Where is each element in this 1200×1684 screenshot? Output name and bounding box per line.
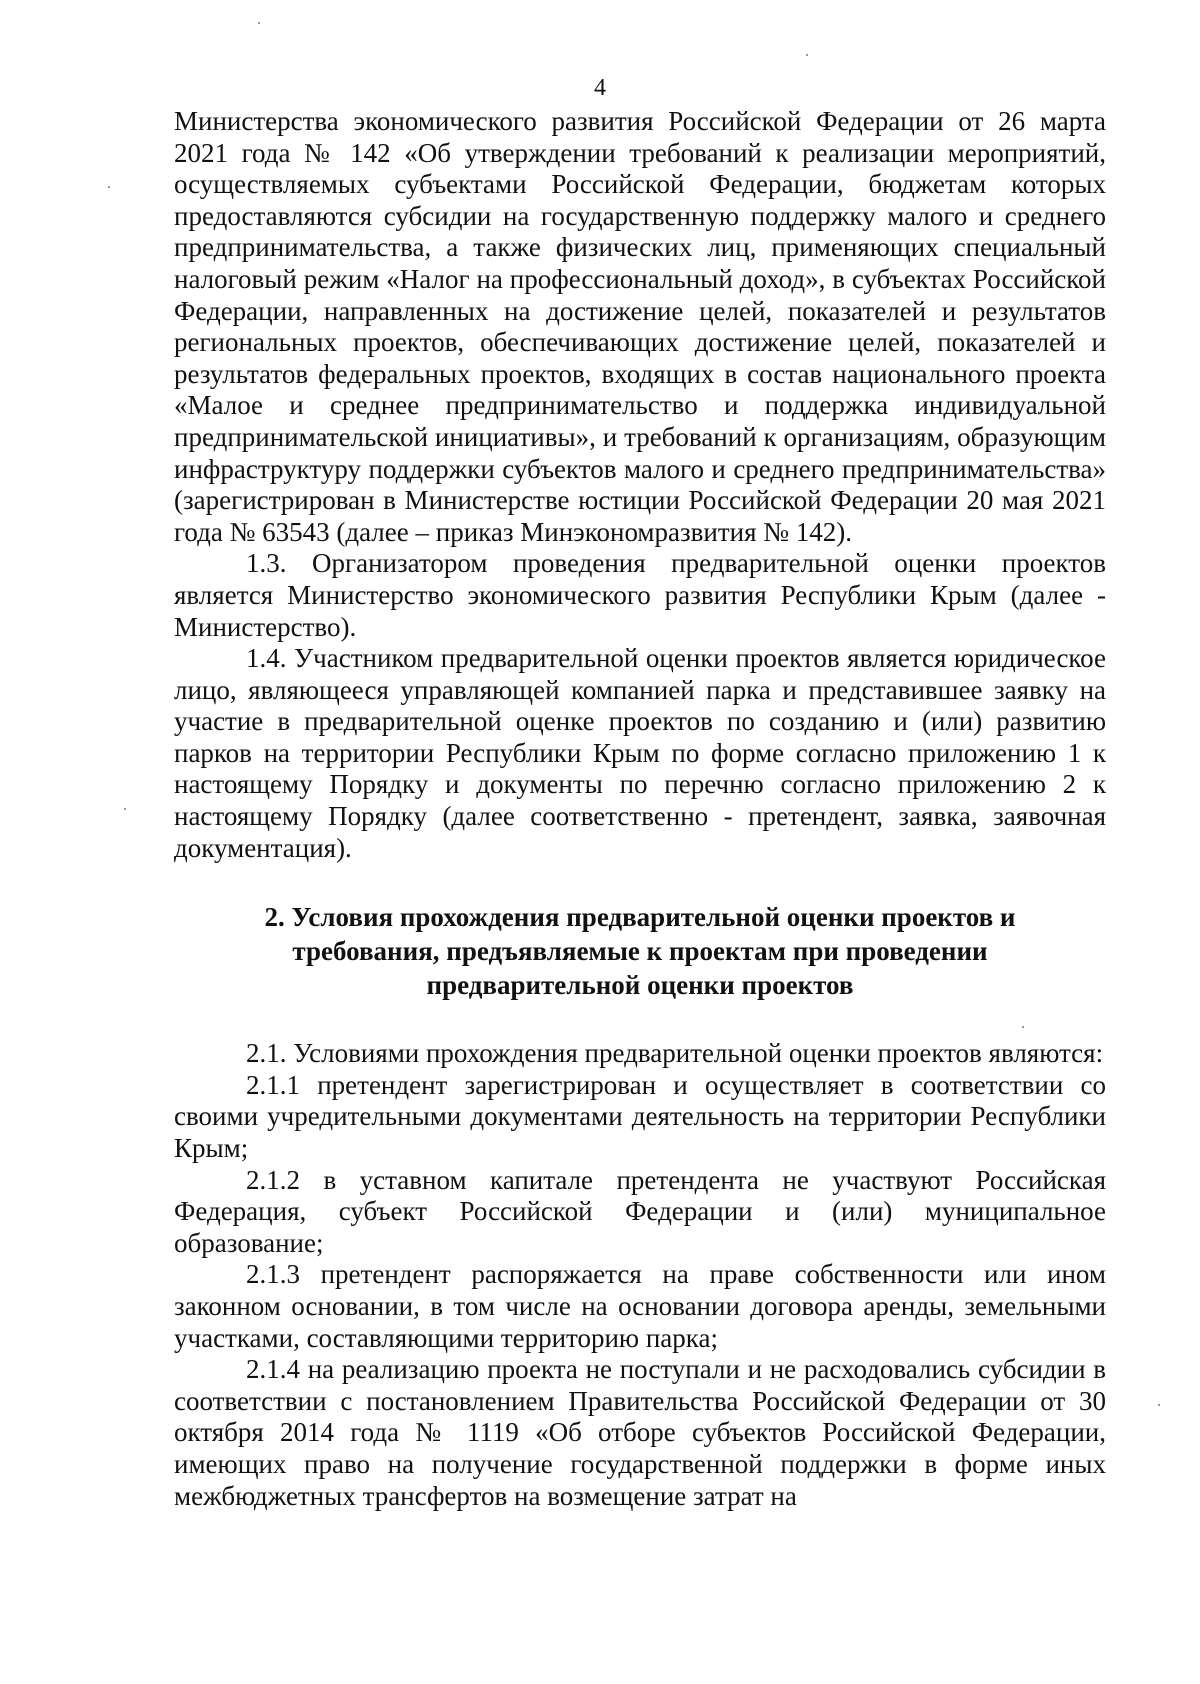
section-heading-line-2: требования, предъявляемые к проектам при проведении xyxy=(292,936,988,967)
paragraph-2-1-3: 2.1.3 претендент распоряжается на праве собственности или ином законном основании, в том числе на основании договора аренды, земельными участками, составляющими территорию парка; xyxy=(174,1259,1106,1353)
paragraph-2-1: 2.1. Условиями прохождения предварительной оценки проектов являются: xyxy=(246,1038,1104,1069)
scan-speck xyxy=(1022,1026,1024,1028)
paragraph-2-1-4: 2.1.4 на реализацию проекта не поступали и не расходовались субсидии в соответствии с постановлением Правительства Российской Федерации от 30 октября 2014 года № 1119 «Об отборе субъектов Российской Федерации, имеющих право на получение государственной поддержки в форме иных межбюджетных трансфертов на возмещение затрат на xyxy=(174,1354,1106,1511)
scan-speck xyxy=(124,808,126,810)
paragraph-2-1-1: 2.1.1 претендент зарегистрирован и осуществляет в соответствии со своими учредительными документами деятельность на территории Республики Крым; xyxy=(174,1069,1106,1164)
scan-speck xyxy=(108,186,110,188)
paragraph-continuation: Министерства экономического развития Российской Федерации от 26 марта 2021 года № 142 «Об утверждении требований к реализации мероприятий, осуществляемых субъектами Российской Федерации, бюджетам которых предоставляются субсидии на государственную поддержку малого и среднего предпринимательства, а также физических лиц, применяющих специальный налоговый режим «Налог на профессиональный доход», в субъектах Российской Федерации, направленных на достижение целей, показателей и результатов региональных проектов, обеспечивающих достижение целей, показателей и результатов федеральных проектов, входящих в состав национального проекта «Малое и среднее предпринимательство и поддержка индивидуальной предпринимательской инициативы», и требований к организациям, образующим инфраструктуру поддержки субъектов малого и среднего предпринимательства» (зарегистрирован в Министерстве юстиции Российской Федерации 20 мая 2021 года № 63543 (далее – приказ Минэкономразвития № 142). xyxy=(174,106,1106,547)
document-body xyxy=(174,106,1106,1512)
scan-speck xyxy=(1158,1404,1160,1406)
scan-speck xyxy=(258,22,260,24)
paragraph-1-4: 1.4. Участником предварительной оценки проектов является юридическое лицо, являющееся управляющей компанией парка и представившее заявку на участие в предварительной оценке проектов по созданию и (или) развитию парков на территории Республики Крым по форме согласно приложению 1 к настоящему Порядку и документы по перечню согласно приложению 2 к настоящему Порядку (далее соответственно - претендент, заявка, заявочная документация). xyxy=(174,643,1106,863)
paragraph-1-3: 1.3. Организатором проведения предварительной оценки проектов является Министерство экономического развития Республики Крым (далее - Министерство). xyxy=(174,548,1106,642)
scan-speck xyxy=(806,54,808,56)
section-heading-line-3: предварительной оценки проектов xyxy=(426,970,854,1001)
paragraph-2-1-2: 2.1.2 в уставном капитале претендента не участвуют Российская Федерация, субъект Российской Федерации и (или) муниципальное образование; xyxy=(174,1164,1106,1258)
section-heading-line-1: 2. Условия прохождения предварительной оценки проектов и xyxy=(264,902,1016,933)
section-heading xyxy=(174,900,1106,1002)
page-number: 4 xyxy=(594,75,606,101)
